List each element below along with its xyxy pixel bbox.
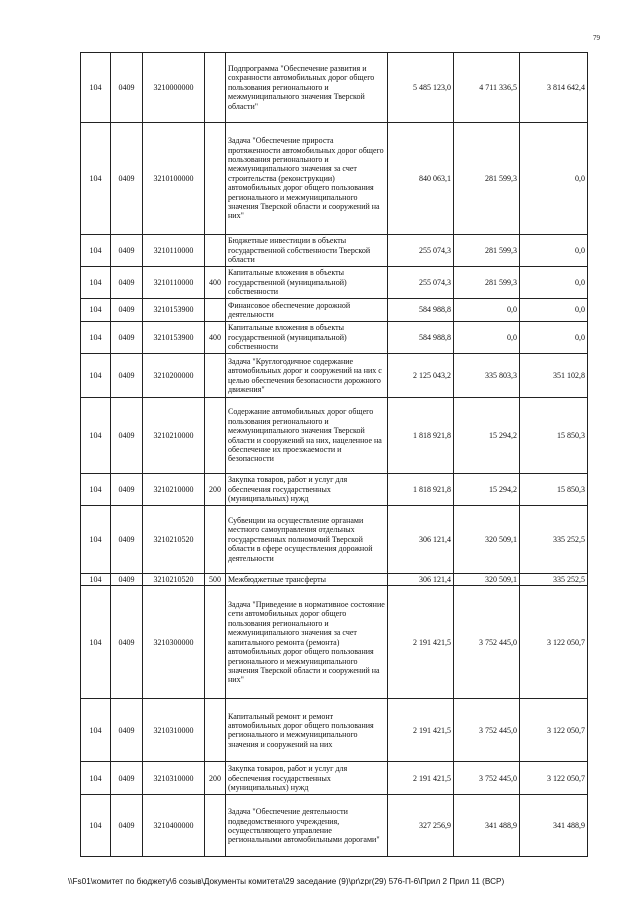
amount-year-2: 281 599,3 bbox=[454, 123, 520, 235]
amount-year-3: 0,0 bbox=[520, 299, 588, 322]
expense-kind-code bbox=[205, 123, 226, 235]
article-code: 3210310000 bbox=[143, 762, 205, 795]
table-row bbox=[81, 762, 588, 795]
amount-year-1: 2 191 421,5 bbox=[388, 586, 454, 699]
expense-kind-code bbox=[205, 299, 226, 322]
article-code: 3210200000 bbox=[143, 354, 205, 398]
expense-kind-code bbox=[205, 235, 226, 267]
subsection-code: 0409 bbox=[111, 474, 143, 506]
subsection-code: 0409 bbox=[111, 398, 143, 474]
subsection-code: 0409 bbox=[111, 506, 143, 574]
amount-year-3: 0,0 bbox=[520, 322, 588, 354]
table-row bbox=[81, 574, 588, 586]
section-code: 104 bbox=[81, 322, 111, 354]
article-code: 3210400000 bbox=[143, 795, 205, 857]
amount-year-3: 335 252,5 bbox=[520, 506, 588, 574]
expense-kind-code bbox=[205, 354, 226, 398]
item-name: Закупка товаров, работ и услуг для обеспечения государственных (муниципальных) нужд bbox=[226, 474, 388, 506]
article-code: 3210110000 bbox=[143, 267, 205, 299]
amount-year-1: 306 121,4 bbox=[388, 574, 454, 586]
table-row bbox=[81, 53, 588, 123]
article-code: 3210100000 bbox=[143, 123, 205, 235]
amount-year-2: 335 803,3 bbox=[454, 354, 520, 398]
subsection-code: 0409 bbox=[111, 53, 143, 123]
article-code: 3210000000 bbox=[143, 53, 205, 123]
amount-year-2: 0,0 bbox=[454, 299, 520, 322]
item-name: Субвенции на осуществление органами местного самоуправления отдельных государственных полномочий Тверской области в сфере осуществления дорожной деятельности bbox=[226, 506, 388, 574]
section-code: 104 bbox=[81, 586, 111, 699]
subsection-code: 0409 bbox=[111, 574, 143, 586]
item-name: Задача "Обеспечение деятельности подведомственного учреждения, осуществляющего управление региональными автомобильными дорогами" bbox=[226, 795, 388, 857]
article-code: 3210210520 bbox=[143, 574, 205, 586]
section-code: 104 bbox=[81, 235, 111, 267]
table-row bbox=[81, 299, 588, 322]
item-name: Капитальный ремонт и ремонт автомобильных дорог общего пользования регионального и межмуниципального значения и сооружений на них bbox=[226, 699, 388, 762]
section-code: 104 bbox=[81, 474, 111, 506]
amount-year-1: 255 074,3 bbox=[388, 235, 454, 267]
expense-kind-code bbox=[205, 398, 226, 474]
amount-year-2: 3 752 445,0 bbox=[454, 699, 520, 762]
amount-year-1: 2 125 043,2 bbox=[388, 354, 454, 398]
article-code: 3210153900 bbox=[143, 322, 205, 354]
expense-kind-code: 400 bbox=[205, 267, 226, 299]
table-row bbox=[81, 354, 588, 398]
amount-year-1: 584 988,8 bbox=[388, 299, 454, 322]
subsection-code: 0409 bbox=[111, 299, 143, 322]
table-row bbox=[81, 322, 588, 354]
amount-year-2: 281 599,3 bbox=[454, 267, 520, 299]
article-code: 3210300000 bbox=[143, 586, 205, 699]
amount-year-1: 1 818 921,8 bbox=[388, 398, 454, 474]
amount-year-1: 2 191 421,5 bbox=[388, 699, 454, 762]
amount-year-1: 5 485 123,0 bbox=[388, 53, 454, 123]
expense-kind-code bbox=[205, 795, 226, 857]
section-code: 104 bbox=[81, 574, 111, 586]
table-row bbox=[81, 123, 588, 235]
amount-year-2: 0,0 bbox=[454, 322, 520, 354]
amount-year-3: 15 850,3 bbox=[520, 474, 588, 506]
item-name: Закупка товаров, работ и услуг для обеспечения государственных (муниципальных) нужд bbox=[226, 762, 388, 795]
amount-year-1: 2 191 421,5 bbox=[388, 762, 454, 795]
amount-year-3: 3 122 050,7 bbox=[520, 762, 588, 795]
amount-year-2: 15 294,2 bbox=[454, 474, 520, 506]
budget-table bbox=[80, 52, 588, 857]
expense-kind-code bbox=[205, 506, 226, 574]
amount-year-1: 306 121,4 bbox=[388, 506, 454, 574]
amount-year-1: 840 063,1 bbox=[388, 123, 454, 235]
table-row bbox=[81, 506, 588, 574]
subsection-code: 0409 bbox=[111, 699, 143, 762]
article-code: 3210210000 bbox=[143, 398, 205, 474]
amount-year-3: 335 252,5 bbox=[520, 574, 588, 586]
amount-year-3: 341 488,9 bbox=[520, 795, 588, 857]
subsection-code: 0409 bbox=[111, 235, 143, 267]
amount-year-2: 3 752 445,0 bbox=[454, 586, 520, 699]
amount-year-3: 3 122 050,7 bbox=[520, 586, 588, 699]
amount-year-2: 4 711 336,5 bbox=[454, 53, 520, 123]
amount-year-2: 281 599,3 bbox=[454, 235, 520, 267]
expense-kind-code: 500 bbox=[205, 574, 226, 586]
section-code: 104 bbox=[81, 699, 111, 762]
expense-kind-code bbox=[205, 53, 226, 123]
subsection-code: 0409 bbox=[111, 795, 143, 857]
subsection-code: 0409 bbox=[111, 267, 143, 299]
amount-year-3: 15 850,3 bbox=[520, 398, 588, 474]
subsection-code: 0409 bbox=[111, 322, 143, 354]
section-code: 104 bbox=[81, 299, 111, 322]
table-row bbox=[81, 235, 588, 267]
article-code: 3210210520 bbox=[143, 506, 205, 574]
amount-year-1: 255 074,3 bbox=[388, 267, 454, 299]
article-code: 3210153900 bbox=[143, 299, 205, 322]
section-code: 104 bbox=[81, 506, 111, 574]
item-name: Задача "Приведение в нормативное состояние сети автомобильных дорог общего пользования регионального и межмуниципального значения за счет капитального ремонта (ремонта) автомобильных дорог общего пользования регионального и межмуниципального значения Тверской области и сооружений на них" bbox=[226, 586, 388, 699]
table-row bbox=[81, 699, 588, 762]
table-row bbox=[81, 474, 588, 506]
expense-kind-code: 200 bbox=[205, 474, 226, 506]
amount-year-2: 3 752 445,0 bbox=[454, 762, 520, 795]
section-code: 104 bbox=[81, 795, 111, 857]
subsection-code: 0409 bbox=[111, 354, 143, 398]
amount-year-3: 351 102,8 bbox=[520, 354, 588, 398]
expense-kind-code bbox=[205, 699, 226, 762]
item-name: Содержание автомобильных дорог общего пользования регионального и межмуниципального значения Тверской области и сооружений на них, нацеленное на обеспечение их проезжаемости и безопасности bbox=[226, 398, 388, 474]
file-path-footer: \\Fs01\комитет по бюджету\6 созыв\Документы комитета\29 заседание (9)\pr\zpr(29) 576-П-6\Прил 2 Прил 11 (ВСР) bbox=[68, 877, 505, 886]
amount-year-1: 327 256,9 bbox=[388, 795, 454, 857]
amount-year-2: 15 294,2 bbox=[454, 398, 520, 474]
section-code: 104 bbox=[81, 398, 111, 474]
table-row bbox=[81, 586, 588, 699]
section-code: 104 bbox=[81, 762, 111, 795]
item-name: Подпрограмма "Обеспечение развития и сохранности автомобильных дорог общего пользования регионального и межмуниципального значения Тверской области" bbox=[226, 53, 388, 123]
article-code: 3210310000 bbox=[143, 699, 205, 762]
item-name: Межбюджетные трансферты bbox=[226, 574, 388, 586]
expense-kind-code: 200 bbox=[205, 762, 226, 795]
subsection-code: 0409 bbox=[111, 762, 143, 795]
item-name: Финансовое обеспечение дорожной деятельности bbox=[226, 299, 388, 322]
item-name: Бюджетные инвестиции в объекты государственной собственности Тверской области bbox=[226, 235, 388, 267]
subsection-code: 0409 bbox=[111, 586, 143, 699]
section-code: 104 bbox=[81, 267, 111, 299]
subsection-code: 0409 bbox=[111, 123, 143, 235]
table-row bbox=[81, 267, 588, 299]
table-row bbox=[81, 795, 588, 857]
page-number: 79 bbox=[593, 34, 600, 42]
expense-kind-code bbox=[205, 586, 226, 699]
article-code: 3210110000 bbox=[143, 235, 205, 267]
amount-year-3: 3 122 050,7 bbox=[520, 699, 588, 762]
amount-year-1: 584 988,8 bbox=[388, 322, 454, 354]
section-code: 104 bbox=[81, 53, 111, 123]
expense-kind-code: 400 bbox=[205, 322, 226, 354]
amount-year-2: 320 509,1 bbox=[454, 506, 520, 574]
amount-year-3: 0,0 bbox=[520, 267, 588, 299]
amount-year-3: 0,0 bbox=[520, 123, 588, 235]
amount-year-3: 3 814 642,4 bbox=[520, 53, 588, 123]
item-name: Задача "Круглогодичное содержание автомобильных дорог и сооружений на них с целью обеспечения безопасности дорожного движения" bbox=[226, 354, 388, 398]
table-row bbox=[81, 398, 588, 474]
item-name: Задача "Обеспечение прироста протяженности автомобильных дорог общего пользования регионального и межмуниципального значения за счет строительства (реконструкции) автомобильных дорог общего пользования регионального и межмуниципального значения Тверской области и сооружений на них" bbox=[226, 123, 388, 235]
amount-year-2: 320 509,1 bbox=[454, 574, 520, 586]
amount-year-3: 0,0 bbox=[520, 235, 588, 267]
amount-year-1: 1 818 921,8 bbox=[388, 474, 454, 506]
section-code: 104 bbox=[81, 354, 111, 398]
item-name: Капитальные вложения в объекты государственной (муниципальной) собственности bbox=[226, 267, 388, 299]
item-name: Капитальные вложения в объекты государственной (муниципальной) собственности bbox=[226, 322, 388, 354]
article-code: 3210210000 bbox=[143, 474, 205, 506]
amount-year-2: 341 488,9 bbox=[454, 795, 520, 857]
section-code: 104 bbox=[81, 123, 111, 235]
